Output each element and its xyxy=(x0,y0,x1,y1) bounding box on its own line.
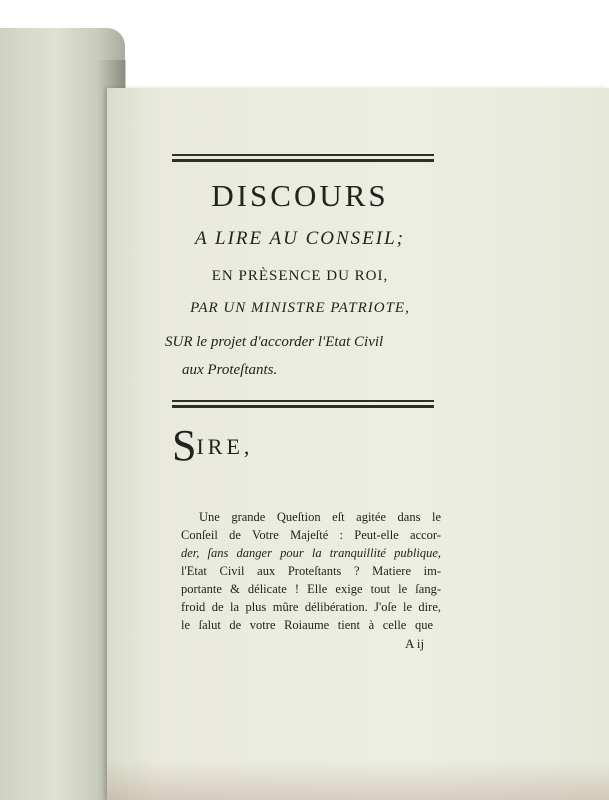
top-double-rule xyxy=(172,154,434,162)
title-line-presence: EN PRÈSENCE DU ROI, xyxy=(211,268,389,284)
drop-initial: S xyxy=(172,421,197,470)
title-line-minister: PAR UN MINISTRE PATRIOTE, xyxy=(190,300,410,316)
body-line: der, ſans danger pour la tranquillité publique, xyxy=(181,546,441,560)
page-edge-shadow xyxy=(107,760,609,800)
body-line: portante & délicate ! Elle exige tout le ſang- xyxy=(181,582,441,596)
salutation xyxy=(172,420,253,471)
body-line: le ſalut de votre Roiaume tient à celle que xyxy=(181,618,433,632)
body-line: Une grande Queſtion eſt agitée dans le xyxy=(199,510,441,524)
subtitle: A LIRE AU CONSEIL; xyxy=(195,228,405,249)
signature-mark: A ij xyxy=(405,636,425,651)
salutation-rest: IRE, xyxy=(196,434,254,459)
body-line: froid de la plus mûre délibération. J'oſe le dire, xyxy=(181,600,441,614)
title-line-subject: SUR le projet d'accorder l'Etat Civil xyxy=(165,334,384,350)
body-line: l'Etat Civil aux Proteſtants ? Matiere im- xyxy=(181,564,441,578)
middle-double-rule xyxy=(172,400,434,408)
body-line: Conſeil de Votre Majeſté : Peut-elle accor- xyxy=(181,528,441,542)
title-line-protestants: aux Proteſtants. xyxy=(182,362,278,378)
page-title: DISCOURS xyxy=(211,178,389,213)
